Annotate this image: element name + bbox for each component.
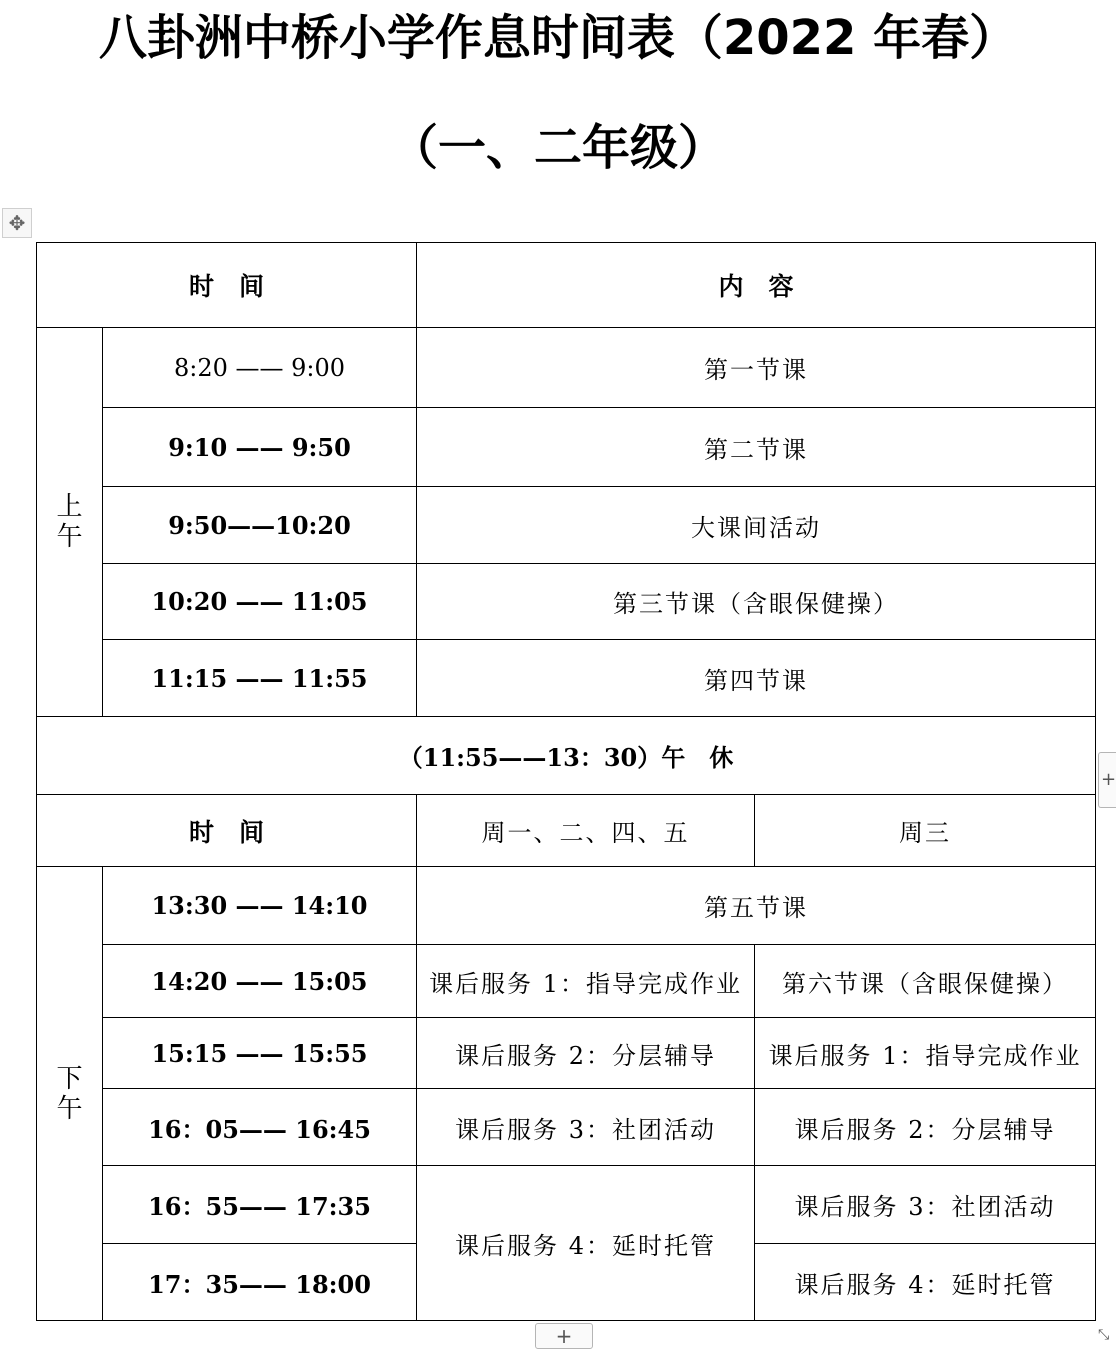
- time-cell[interactable]: 8:20 —— 9:00: [103, 328, 417, 408]
- table-header-row: [37, 243, 1096, 328]
- content-cell[interactable]: 第一节课: [417, 328, 1096, 408]
- lunch-break-cell[interactable]: （11:55——13：30）午 休: [37, 717, 1096, 795]
- weekday-cell[interactable]: 课后服务 4：延时托管: [417, 1166, 755, 1321]
- wednesday-cell[interactable]: 课后服务 2：分层辅导: [755, 1089, 1096, 1166]
- schedule-table: [36, 242, 1096, 1321]
- table-row: [37, 945, 1096, 1018]
- afternoon-label-char-1: 下: [56, 1063, 83, 1094]
- table-move-icon[interactable]: ✥: [2, 208, 32, 238]
- table-row: [37, 487, 1096, 564]
- wednesday-cell[interactable]: 第六节课（含眼保健操）: [755, 945, 1096, 1018]
- header-weekday-cell[interactable]: 周一、二、四、五: [417, 795, 755, 867]
- table-resize-icon[interactable]: ⤡: [1098, 1327, 1110, 1343]
- afternoon-header-time[interactable]: 时 间: [37, 795, 417, 867]
- table-row: [37, 328, 1096, 408]
- add-column-button[interactable]: +: [1098, 752, 1116, 808]
- afternoon-label[interactable]: [37, 867, 103, 1321]
- weekday-cell[interactable]: 课后服务 1：指导完成作业: [417, 945, 755, 1018]
- table-row: [37, 867, 1096, 945]
- time-cell[interactable]: 13:30 —— 14:10: [103, 867, 417, 945]
- table-row: [37, 408, 1096, 487]
- table-row: [37, 1018, 1096, 1089]
- time-cell[interactable]: 9:50——10:20: [103, 487, 417, 564]
- document-title: 八卦洲中桥小学作息时间表（2022 年春）: [98, 10, 1018, 66]
- weekday-cell[interactable]: 课后服务 3：社团活动: [417, 1089, 755, 1166]
- time-cell[interactable]: 16：05—— 16:45: [103, 1089, 417, 1166]
- time-cell[interactable]: 17：35—— 18:00: [103, 1244, 417, 1321]
- content-cell[interactable]: 第四节课: [417, 640, 1096, 717]
- wednesday-cell[interactable]: 课后服务 3：社团活动: [755, 1166, 1096, 1244]
- afternoon-label-char-2: 午: [56, 1093, 83, 1124]
- morning-label[interactable]: [37, 328, 103, 717]
- wednesday-cell[interactable]: 课后服务 1：指导完成作业: [755, 1018, 1096, 1089]
- weekday-cell[interactable]: 课后服务 2：分层辅导: [417, 1018, 755, 1089]
- content-cell[interactable]: 第二节课: [417, 408, 1096, 487]
- content-cell[interactable]: 大课间活动: [417, 487, 1096, 564]
- afternoon-header-row: [37, 795, 1096, 867]
- morning-label-char-1: 上: [56, 492, 83, 522]
- wednesday-cell[interactable]: 课后服务 4：延时托管: [755, 1244, 1096, 1321]
- document-subtitle: （一、二年级）: [389, 120, 726, 176]
- table-row: [37, 1166, 1096, 1244]
- time-cell[interactable]: 9:10 —— 9:50: [103, 408, 417, 487]
- morning-label-char-2: 午: [56, 522, 83, 552]
- lunch-row: [37, 717, 1096, 795]
- content-cell[interactable]: 第五节课: [417, 867, 1096, 945]
- time-cell[interactable]: 15:15 —— 15:55: [103, 1018, 417, 1089]
- time-cell[interactable]: 10:20 —— 11:05: [103, 564, 417, 640]
- header-wednesday-cell[interactable]: 周三: [755, 795, 1096, 867]
- header-time-cell[interactable]: 时 间: [37, 243, 417, 328]
- add-row-button[interactable]: +: [535, 1323, 593, 1349]
- time-cell[interactable]: 16：55—— 17:35: [103, 1166, 417, 1244]
- time-cell[interactable]: 14:20 —— 15:05: [103, 945, 417, 1018]
- table-row: [37, 640, 1096, 717]
- table-row: [37, 1089, 1096, 1166]
- time-cell[interactable]: 11:15 —— 11:55: [103, 640, 417, 717]
- table-row: [37, 564, 1096, 640]
- header-content-cell[interactable]: 内 容: [417, 243, 1096, 328]
- content-cell[interactable]: 第三节课（含眼保健操）: [417, 564, 1096, 640]
